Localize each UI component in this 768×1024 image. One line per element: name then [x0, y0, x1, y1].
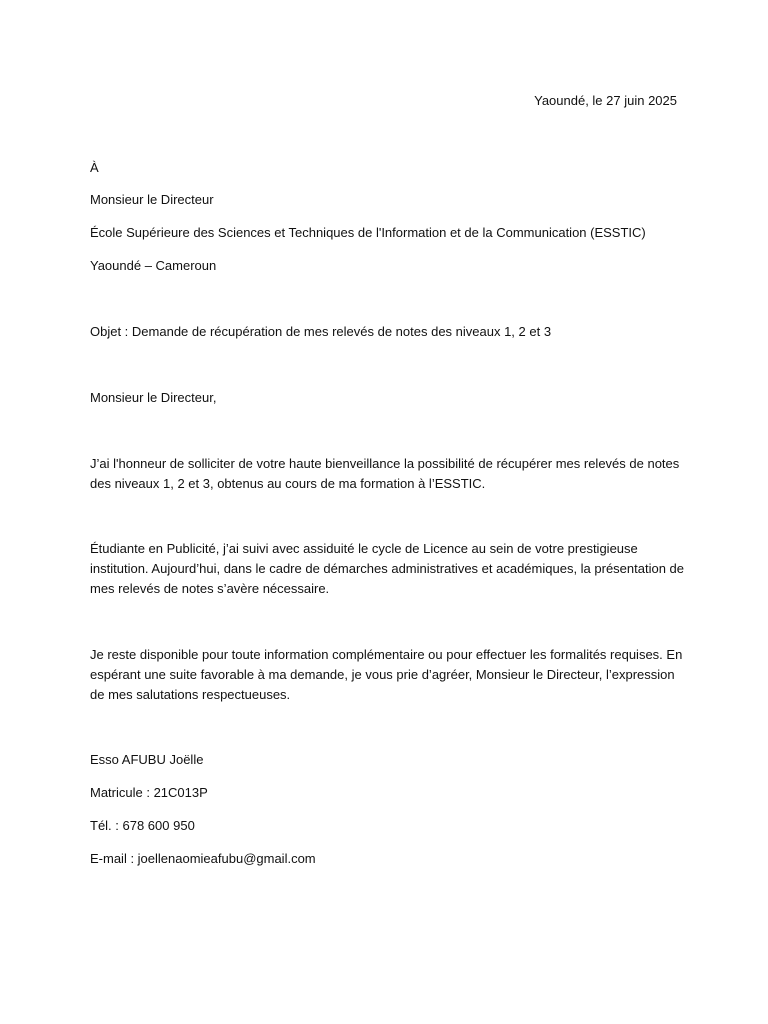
body-paragraph-1: J’ai l'honneur de solliciter de votre haute bienveillance la possibilité de récupérer mes relevés de notes des niveaux 1, 2 et 3, obtenus au cours de ma formation à l’ESSTIC.	[90, 456, 680, 491]
salutation: Monsieur le Directeur,	[90, 390, 217, 405]
recipient-title: Monsieur le Directeur	[90, 192, 214, 207]
recipient-institution: École Supérieure des Sciences et Techniques de l'Information et de la Communication (ESSTIC)	[90, 225, 646, 240]
subject-line: Objet : Demande de récupération de mes relevés de notes des niveaux 1, 2 et 3	[90, 324, 552, 339]
date-line: Yaoundé, le 27 juin 2025	[534, 93, 677, 108]
recipient-prefix: À	[90, 160, 99, 175]
signature-matricule: Matricule : 21C013P	[90, 785, 208, 800]
signature-email: E-mail : joellenaomieafubu@gmail.com	[90, 851, 316, 866]
signature-name: Esso AFUBU Joëlle	[90, 752, 204, 767]
signature-phone: Tél. : 678 600 950	[90, 818, 195, 833]
recipient-location: Yaoundé – Cameroun	[90, 258, 217, 273]
body-paragraph-2: Étudiante en Publicité, j’ai suivi avec assiduité le cycle de Licence au sein de votre prestigieuse institution. Aujourd’hui, dans le cadre de démarches administratives et académiques, la présentation de mes relevés de notes s’avère nécessaire.	[90, 541, 685, 596]
body-paragraph-3: Je reste disponible pour toute information complémentaire ou pour effectuer les formalités requises. En espérant une suite favorable à ma demande, je vous prie d’agréer, Monsieur le Directeur, l’expression de mes salutations respectueuses.	[90, 647, 683, 702]
